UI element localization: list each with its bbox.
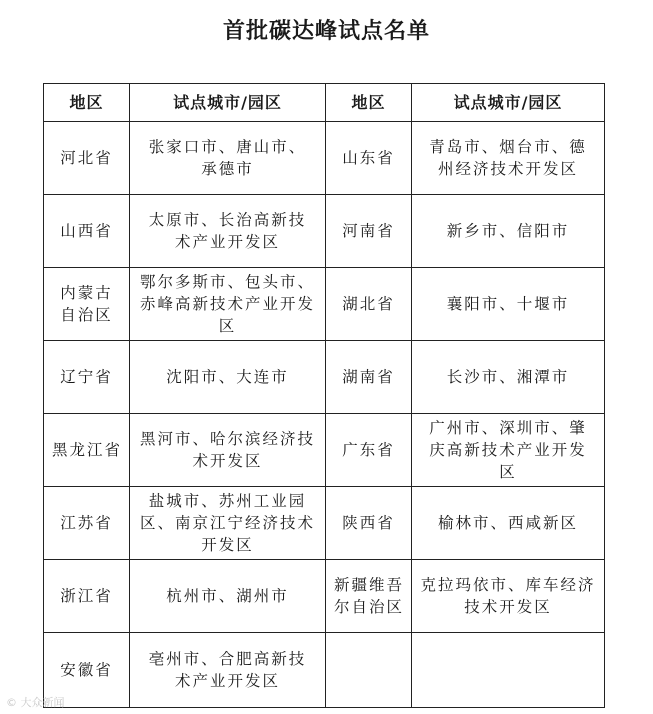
- pilot-cell: 杭州市、湖州市: [130, 560, 326, 633]
- table-row: [44, 195, 605, 268]
- pilot-cell: 新乡市、信阳市: [412, 195, 605, 268]
- region-cell: 内蒙古自治区: [44, 268, 130, 341]
- pilot-cell: 太原市、长治高新技术产业开发区: [130, 195, 326, 268]
- region-cell: 山西省: [44, 195, 130, 268]
- table-row: [44, 633, 605, 708]
- pilot-cell: 长沙市、湘潭市: [412, 341, 605, 414]
- pilot-cell: 张家口市、唐山市、承德市: [130, 122, 326, 195]
- region-cell: 湖南省: [326, 341, 412, 414]
- region-cell: 江苏省: [44, 487, 130, 560]
- pilot-cell: 榆林市、西咸新区: [412, 487, 605, 560]
- region-cell: 黑龙江省: [44, 414, 130, 487]
- region-cell: 湖北省: [326, 268, 412, 341]
- region-cell: 山东省: [326, 122, 412, 195]
- region-cell: 河北省: [44, 122, 130, 195]
- header-region-2: 地区: [326, 84, 412, 122]
- region-cell: 新疆维吾尔自治区: [326, 560, 412, 633]
- region-cell: 陕西省: [326, 487, 412, 560]
- watermark-logo: © 大众新闻: [6, 696, 65, 709]
- region-cell: 河南省: [326, 195, 412, 268]
- region-cell: 浙江省: [44, 560, 130, 633]
- pilot-cell: 青岛市、烟台市、德州经济技术开发区: [412, 122, 605, 195]
- pilot-cell: 襄阳市、十堰市: [412, 268, 605, 341]
- pilot-cell: 广州市、深圳市、肇庆高新技术产业开发区: [412, 414, 605, 487]
- pilot-cell: 鄂尔多斯市、包头市、赤峰高新技术产业开发区: [130, 268, 326, 341]
- region-cell: 辽宁省: [44, 341, 130, 414]
- header-pilots-1: 试点城市/园区: [130, 84, 326, 122]
- page-title: 首批碳达峰试点名单: [222, 19, 430, 44]
- table-row: [44, 487, 605, 560]
- region-cell: 安徽省: [44, 633, 130, 708]
- table-row: [44, 414, 605, 487]
- table-row: [44, 268, 605, 341]
- table-row: [44, 341, 605, 414]
- region-cell-empty: [326, 633, 412, 708]
- pilot-cell: 盐城市、苏州工业园区、南京江宁经济技术开发区: [130, 487, 326, 560]
- pilot-cell: 克拉玛依市、库车经济技术开发区: [412, 560, 605, 633]
- header-pilots-2: 试点城市/园区: [412, 84, 605, 122]
- pilot-cell-empty: [412, 633, 605, 708]
- pilot-cell: 亳州市、合肥高新技术产业开发区: [130, 633, 326, 708]
- table-header-row: [44, 84, 605, 122]
- header-region-1: 地区: [44, 84, 130, 122]
- pilot-cell: 沈阳市、大连市: [130, 341, 326, 414]
- region-cell: 广东省: [326, 414, 412, 487]
- pilot-list-table: [43, 83, 605, 708]
- table-row: [44, 122, 605, 195]
- pilot-cell: 黑河市、哈尔滨经济技术开发区: [130, 414, 326, 487]
- table-row: [44, 560, 605, 633]
